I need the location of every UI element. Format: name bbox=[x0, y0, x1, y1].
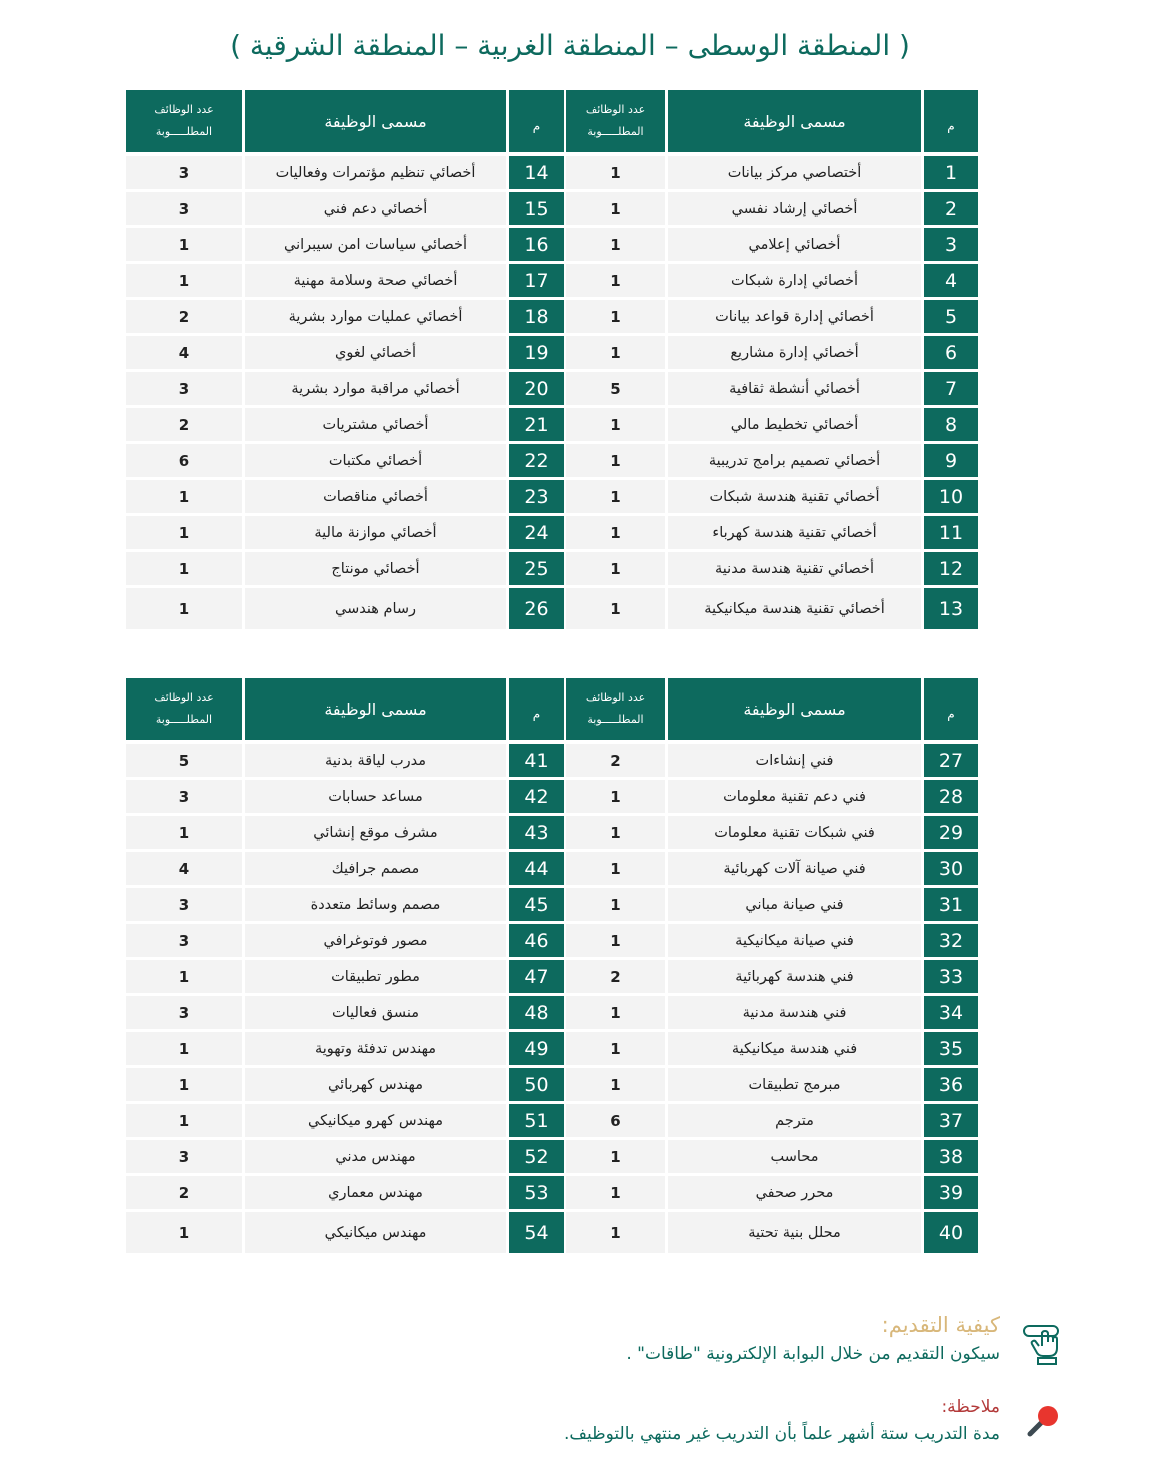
cell-num: 52 bbox=[509, 1140, 564, 1173]
cell-name: محلل بنية تحتية bbox=[668, 1212, 921, 1253]
pushpin-icon bbox=[1026, 1404, 1060, 1438]
cell-count: 1 bbox=[566, 516, 665, 549]
cell-name: فني صيانة ميكانيكية bbox=[668, 924, 921, 957]
cell-name: مهندس مدني bbox=[245, 1140, 506, 1173]
cell-count: 1 bbox=[566, 888, 665, 921]
cell-count: 1 bbox=[566, 156, 665, 189]
cell-name: أختصاصي مركز بيانات bbox=[668, 156, 921, 189]
cell-num: 31 bbox=[924, 888, 978, 921]
cell-name: مطور تطبيقات bbox=[245, 960, 506, 993]
cell-name: مهندس تدفئة وتهوية bbox=[245, 1032, 506, 1065]
cell-count: 2 bbox=[126, 1176, 242, 1209]
cell-count: 1 bbox=[566, 588, 665, 629]
cell-count: 1 bbox=[566, 336, 665, 369]
cell-count: 3 bbox=[126, 924, 242, 957]
cell-name: محرر صحفي bbox=[668, 1176, 921, 1209]
cell-count: 1 bbox=[126, 264, 242, 297]
cell-count: 1 bbox=[566, 1140, 665, 1173]
cell-count: 1 bbox=[126, 1032, 242, 1065]
cell-num: 53 bbox=[509, 1176, 564, 1209]
cell-count: 3 bbox=[126, 156, 242, 189]
cell-count: 1 bbox=[566, 1032, 665, 1065]
cell-count: 1 bbox=[126, 552, 242, 585]
cell-num: 30 bbox=[924, 852, 978, 885]
cell-name: أخصائي مونتاج bbox=[245, 552, 506, 585]
cell-name: منسق فعاليات bbox=[245, 996, 506, 1029]
cell-name: مصمم وسائط متعددة bbox=[245, 888, 506, 921]
header-job-title: مسمى الوظيفة bbox=[668, 90, 921, 152]
cell-name: مترجم bbox=[668, 1104, 921, 1137]
header-required-count bbox=[126, 678, 242, 740]
cell-name: أخصائي تقنية هندسة كهرباء bbox=[668, 516, 921, 549]
cell-name: أخصائي تقنية هندسة شبكات bbox=[668, 480, 921, 513]
cell-num: 35 bbox=[924, 1032, 978, 1065]
cell-count: 1 bbox=[566, 444, 665, 477]
jobs-table-1 bbox=[126, 90, 978, 638]
column-count bbox=[126, 90, 242, 638]
cell-num: 6 bbox=[924, 336, 978, 369]
cell-num: 12 bbox=[924, 552, 978, 585]
column-count bbox=[566, 678, 665, 1242]
cell-num: 42 bbox=[509, 780, 564, 813]
cell-count: 1 bbox=[566, 996, 665, 1029]
header-number: م bbox=[924, 678, 978, 740]
cell-num: 4 bbox=[924, 264, 978, 297]
cell-count: 1 bbox=[566, 192, 665, 225]
note-section bbox=[460, 1394, 1000, 1448]
cell-num: 7 bbox=[924, 372, 978, 405]
cell-num: 40 bbox=[924, 1212, 978, 1253]
cell-num: 54 bbox=[509, 1212, 564, 1253]
header-number: م bbox=[509, 678, 564, 740]
header-number: م bbox=[924, 90, 978, 152]
cell-name: فني هندسة ميكانيكية bbox=[668, 1032, 921, 1065]
cell-num: 17 bbox=[509, 264, 564, 297]
cell-num: 19 bbox=[509, 336, 564, 369]
table-half-left bbox=[126, 678, 564, 1244]
cell-num: 25 bbox=[509, 552, 564, 585]
how-to-apply-text: سيكون التقديم من خلال البوابة الإلكترونية "طاقات" . bbox=[626, 1344, 1000, 1364]
cell-count: 1 bbox=[566, 552, 665, 585]
cell-num: 9 bbox=[924, 444, 978, 477]
header-required-count bbox=[566, 90, 665, 152]
cell-num: 11 bbox=[924, 516, 978, 549]
header-count-line2: المطلـــــوبة bbox=[587, 125, 644, 138]
cell-name: مساعد حسابات bbox=[245, 780, 506, 813]
cell-num: 8 bbox=[924, 408, 978, 441]
cell-num: 29 bbox=[924, 816, 978, 849]
cell-name: رسام هندسي bbox=[245, 588, 506, 629]
cell-num: 15 bbox=[509, 192, 564, 225]
cell-num: 18 bbox=[509, 300, 564, 333]
table-half-right bbox=[566, 90, 978, 638]
cell-name: أخصائي صحة وسلامة مهنية bbox=[245, 264, 506, 297]
cell-num: 20 bbox=[509, 372, 564, 405]
cell-num: 27 bbox=[924, 744, 978, 777]
cell-count: 3 bbox=[126, 780, 242, 813]
cell-count: 1 bbox=[566, 1212, 665, 1253]
cell-num: 22 bbox=[509, 444, 564, 477]
cell-name: أخصائي إرشاد نفسي bbox=[668, 192, 921, 225]
cell-count: 5 bbox=[126, 744, 242, 777]
cell-num: 34 bbox=[924, 996, 978, 1029]
cell-count: 1 bbox=[126, 1104, 242, 1137]
cell-count: 1 bbox=[566, 816, 665, 849]
cell-name: مشرف موقع إنشائي bbox=[245, 816, 506, 849]
cell-num: 39 bbox=[924, 1176, 978, 1209]
cell-num: 3 bbox=[924, 228, 978, 261]
cell-name: مهندس معماري bbox=[245, 1176, 506, 1209]
cell-num: 48 bbox=[509, 996, 564, 1029]
cell-num: 49 bbox=[509, 1032, 564, 1065]
cell-name: أخصائي تخطيط مالي bbox=[668, 408, 921, 441]
cell-num: 32 bbox=[924, 924, 978, 957]
cell-count: 1 bbox=[126, 816, 242, 849]
cell-name: مهندس كهربائي bbox=[245, 1068, 506, 1101]
cell-name: أخصائي سياسات امن سيبراني bbox=[245, 228, 506, 261]
cell-num: 44 bbox=[509, 852, 564, 885]
cell-count: 1 bbox=[566, 264, 665, 297]
cell-num: 13 bbox=[924, 588, 978, 629]
cell-num: 38 bbox=[924, 1140, 978, 1173]
cell-name: مدرب لياقة بدنية bbox=[245, 744, 506, 777]
cell-num: 33 bbox=[924, 960, 978, 993]
cell-count: 1 bbox=[566, 228, 665, 261]
cell-name: أخصائي إدارة مشاريع bbox=[668, 336, 921, 369]
header-count-line2: المطلـــــوبة bbox=[155, 713, 213, 726]
cell-count: 1 bbox=[126, 228, 242, 261]
cell-num: 23 bbox=[509, 480, 564, 513]
header-number: م bbox=[509, 90, 564, 152]
cell-name: أخصائي تنظيم مؤتمرات وفعاليات bbox=[245, 156, 506, 189]
column-count bbox=[126, 678, 242, 1242]
table-half-right bbox=[566, 678, 978, 1244]
cell-count: 4 bbox=[126, 336, 242, 369]
cell-name: فني دعم تقنية معلومات bbox=[668, 780, 921, 813]
cell-name: أخصائي مشتريات bbox=[245, 408, 506, 441]
cell-count: 1 bbox=[566, 780, 665, 813]
cell-name: أخصائي تقنية هندسة مدنية bbox=[668, 552, 921, 585]
cell-count: 6 bbox=[566, 1104, 665, 1137]
column-name bbox=[245, 678, 506, 1241]
cell-name: مهندس ميكانيكي bbox=[245, 1212, 506, 1253]
cell-num: 26 bbox=[509, 588, 564, 629]
column-name bbox=[668, 678, 921, 1241]
cell-count: 1 bbox=[126, 1212, 242, 1253]
header-job-title: مسمى الوظيفة bbox=[668, 678, 921, 740]
how-to-apply-heading: كيفية التقديم: bbox=[881, 1313, 1000, 1337]
cell-num: 14 bbox=[509, 156, 564, 189]
cell-num: 21 bbox=[509, 408, 564, 441]
cell-name: أخصائي لغوي bbox=[245, 336, 506, 369]
cell-count: 1 bbox=[566, 480, 665, 513]
cell-num: 37 bbox=[924, 1104, 978, 1137]
cell-num: 2 bbox=[924, 192, 978, 225]
cell-count: 1 bbox=[566, 924, 665, 957]
cell-count: 1 bbox=[566, 300, 665, 333]
column-count bbox=[566, 90, 665, 638]
cell-count: 1 bbox=[566, 852, 665, 885]
cell-name: فني هندسة مدنية bbox=[668, 996, 921, 1029]
cell-count: 3 bbox=[126, 192, 242, 225]
cell-name: أخصائي أنشطة ثقافية bbox=[668, 372, 921, 405]
header-job-title: مسمى الوظيفة bbox=[245, 678, 506, 740]
cell-name: أخصائي عمليات موارد بشرية bbox=[245, 300, 506, 333]
cell-count: 1 bbox=[566, 1068, 665, 1101]
cell-num: 24 bbox=[509, 516, 564, 549]
cell-count: 3 bbox=[126, 1140, 242, 1173]
cell-count: 3 bbox=[126, 372, 242, 405]
column-num bbox=[924, 90, 978, 638]
cell-num: 50 bbox=[509, 1068, 564, 1101]
header-count-line1: عدد الوظائف bbox=[585, 691, 646, 704]
cell-name: أخصائي إدارة قواعد بيانات bbox=[668, 300, 921, 333]
cell-num: 47 bbox=[509, 960, 564, 993]
cell-count: 1 bbox=[126, 1068, 242, 1101]
header-count-line2: المطلـــــوبة bbox=[155, 125, 213, 138]
column-name bbox=[245, 90, 506, 638]
cell-name: أخصائي إدارة شبكات bbox=[668, 264, 921, 297]
cell-name: مهندس كهرو ميكانيكي bbox=[245, 1104, 506, 1137]
hand-pointer-icon bbox=[1022, 1322, 1062, 1366]
cell-name: فني صيانة آلات كهربائية bbox=[668, 852, 921, 885]
page-title: ( المنطقة الوسطى – المنطقة الغربية – المنطقة الشرقية ) bbox=[230, 29, 910, 62]
how-to-apply-section bbox=[460, 1310, 1000, 1368]
cell-count: 1 bbox=[126, 588, 242, 629]
cell-name: مصمم جرافيك bbox=[245, 852, 506, 885]
cell-count: 2 bbox=[566, 744, 665, 777]
cell-count: 4 bbox=[126, 852, 242, 885]
cell-name: فني شبكات تقنية معلومات bbox=[668, 816, 921, 849]
cell-count: 2 bbox=[566, 960, 665, 993]
column-num bbox=[509, 90, 564, 638]
cell-name: فني إنشاءات bbox=[668, 744, 921, 777]
note-heading: ملاحظة: bbox=[941, 1397, 1000, 1417]
cell-count: 1 bbox=[126, 516, 242, 549]
cell-name: أخصائي مكتبات bbox=[245, 444, 506, 477]
cell-name: أخصائي تقنية هندسة ميكانيكية bbox=[668, 588, 921, 629]
cell-num: 28 bbox=[924, 780, 978, 813]
jobs-table-2 bbox=[126, 678, 978, 1244]
cell-count: 5 bbox=[566, 372, 665, 405]
column-num bbox=[509, 678, 564, 1244]
note-text: مدة التدريب ستة أشهر علماً بأن التدريب غير منتهي بالتوظيف. bbox=[563, 1424, 1000, 1444]
cell-count: 2 bbox=[126, 300, 242, 333]
cell-num: 51 bbox=[509, 1104, 564, 1137]
column-name bbox=[668, 90, 921, 638]
cell-num: 46 bbox=[509, 924, 564, 957]
cell-num: 16 bbox=[509, 228, 564, 261]
cell-num: 10 bbox=[924, 480, 978, 513]
cell-count: 2 bbox=[126, 408, 242, 441]
cell-num: 36 bbox=[924, 1068, 978, 1101]
cell-count: 1 bbox=[566, 408, 665, 441]
cell-count: 1 bbox=[126, 960, 242, 993]
column-num bbox=[924, 678, 978, 1244]
cell-count: 1 bbox=[126, 480, 242, 513]
header-count-line1: عدد الوظائف bbox=[154, 691, 214, 704]
cell-count: 1 bbox=[566, 1176, 665, 1209]
cell-name: مصور فوتوغرافي bbox=[245, 924, 506, 957]
cell-count: 3 bbox=[126, 888, 242, 921]
cell-name: أخصائي موازنة مالية bbox=[245, 516, 506, 549]
header-count-line2: المطلـــــوبة bbox=[587, 713, 644, 726]
cell-num: 43 bbox=[509, 816, 564, 849]
cell-num: 1 bbox=[924, 156, 978, 189]
header-job-title: مسمى الوظيفة bbox=[245, 90, 506, 152]
header-required-count bbox=[566, 678, 665, 740]
cell-name: أخصائي مراقبة موارد بشرية bbox=[245, 372, 506, 405]
table-half-left bbox=[126, 90, 564, 638]
cell-name: فني هندسة كهربائية bbox=[668, 960, 921, 993]
cell-num: 5 bbox=[924, 300, 978, 333]
cell-count: 3 bbox=[126, 996, 242, 1029]
cell-name: محاسب bbox=[668, 1140, 921, 1173]
cell-name: أخصائي دعم فني bbox=[245, 192, 506, 225]
cell-name: أخصائي تصميم برامج تدريبية bbox=[668, 444, 921, 477]
cell-name: فني صيانة مباني bbox=[668, 888, 921, 921]
cell-name: أخصائي إعلامي bbox=[668, 228, 921, 261]
cell-count: 6 bbox=[126, 444, 242, 477]
cell-name: مبرمج تطبيقات bbox=[668, 1068, 921, 1101]
header-required-count bbox=[126, 90, 242, 152]
header-count-line1: عدد الوظائف bbox=[585, 103, 646, 116]
cell-num: 45 bbox=[509, 888, 564, 921]
cell-num: 41 bbox=[509, 744, 564, 777]
header-count-line1: عدد الوظائف bbox=[154, 103, 214, 116]
cell-name: أخصائي مناقصات bbox=[245, 480, 506, 513]
